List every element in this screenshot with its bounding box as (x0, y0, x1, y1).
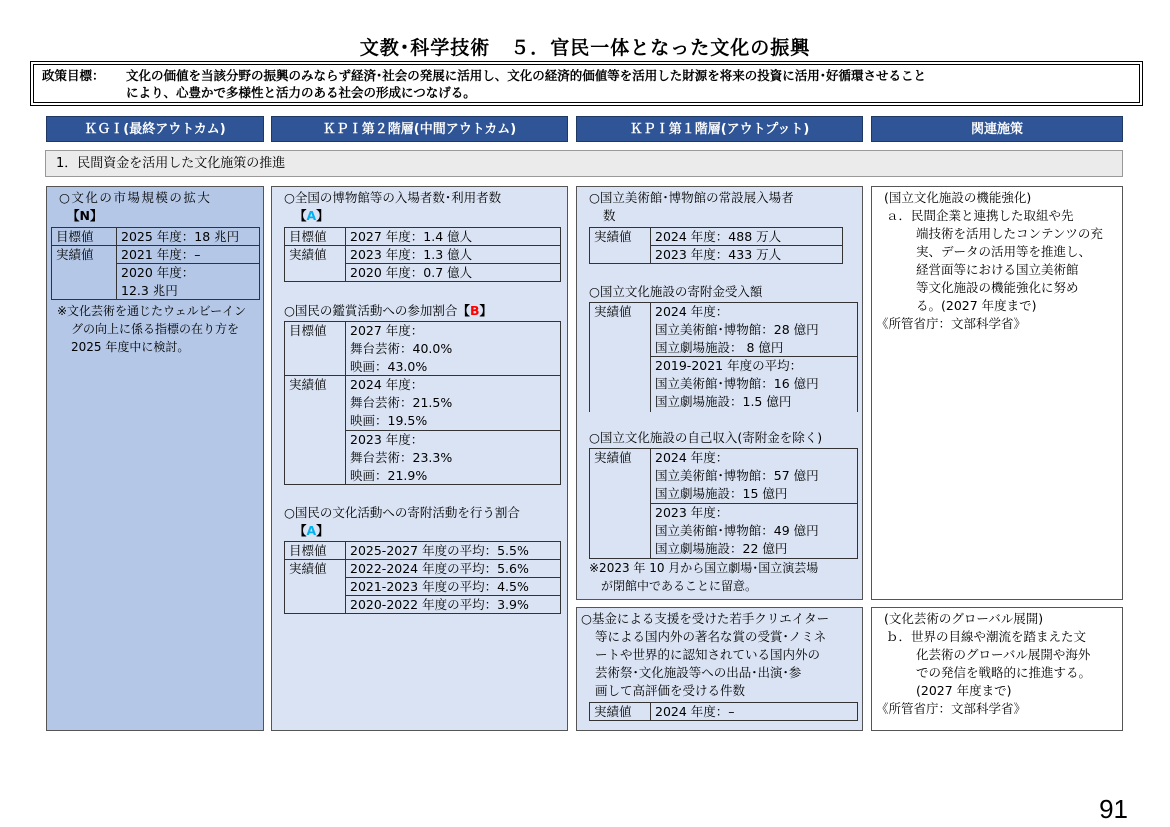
kpi1-b-actual-label: 実績値 (589, 302, 651, 412)
goal-line-2: により、心豊かで多様性と活力のある社会の形成につなげる。 (126, 85, 476, 100)
kpi2-a-actual-label: 実績値 (284, 245, 346, 282)
kpi2-b-actual-2024 (345, 375, 561, 431)
kpi1-d-line-3: ートや世界的に認知されている国内外の (595, 647, 821, 662)
kpi2-a-actual-1: 2023 年度：1.3 億人 (345, 245, 561, 264)
kpi1-b-avg (650, 356, 858, 412)
kgi-title: ○文化の市場規模の拡大 (59, 190, 212, 205)
kpi1-b-2024-museum: 国立美術館･博物館：28 億円 (655, 322, 819, 337)
kpi2-a-tag: 【A】 (294, 208, 329, 223)
kpi1-c-2023-museum: 国立美術館･博物館：49 億円 (655, 523, 819, 538)
kpi2-c-tag: 【A】 (294, 523, 329, 538)
policy-a-line-6: る。(2027 年度まで) (916, 298, 1037, 313)
kpi2-c-title: ○国民の文化活動への寄附活動を行う割合 (284, 505, 520, 520)
kgi-column (46, 186, 264, 731)
kpi2-c-actual-3: 2020-2022 年度の平均：3.9% (345, 595, 561, 614)
kpi2-c-target: 2025-2027 年度の平均：5.5% (345, 541, 561, 560)
goal-line-1: 文化の価値を当該分野の振興のみならず経済･社会の発展に活用し、文化の経済的価値等を活用した財源を将来の投資に活用･好循環させること (126, 68, 927, 83)
kpi2-a-title: ○全国の博物館等の入場者数･利用者数 (284, 190, 502, 205)
kpi2-b-target-label: 目標値 (284, 321, 346, 376)
policy-b-heading: (文化芸術のグローバル展開) (884, 611, 1044, 626)
policy-a-line-3: 実、データの活用等を推進し、 (916, 244, 1092, 259)
kpi2-c-actual-1: 2022-2024 年度の平均：5.6% (345, 559, 561, 578)
kpi2-a-target: 2027 年度：1.4 億人 (345, 227, 561, 246)
kgi-tag: 【N】 (67, 208, 103, 223)
policy-a-line-4: 経営面等における国立美術館 (916, 262, 1079, 277)
kpi2-c-target-label: 目標値 (284, 541, 346, 560)
page-number: 91 (1099, 794, 1128, 824)
header-kpi1: ＫＰＩ第１階層(アウトプット) (576, 116, 863, 142)
kpi1-b-avg-museum: 国立美術館･博物館：16 億円 (655, 376, 819, 391)
kpi1-c-2024-museum: 国立美術館･博物館：57 億円 (655, 468, 819, 483)
kpi1-b-avg-theatre: 国立劇場施設：1.5 億円 (655, 394, 792, 409)
kgi-actual-1: 2021 年度：– (116, 245, 260, 264)
kpi1-c-actual-label: 実績値 (589, 448, 651, 559)
kpi1-d-actual: 2024 年度：– (650, 702, 858, 721)
goal-text (126, 67, 1133, 101)
kpi2-a-target-label: 目標値 (284, 227, 346, 246)
header-policy: 関連施策 (871, 116, 1123, 142)
policy-a-heading: (国立文化施設の機能強化) (884, 190, 1032, 205)
kpi1-b-avg-period: 2019-2021 年度の平均： (655, 358, 803, 373)
kpi1-d-line-4: 芸術祭･文化施設等への出品･出演･参 (595, 665, 802, 680)
kpi1-a-actual-2: 2023 年度：433 万人 (650, 245, 843, 264)
policy-box-b (871, 607, 1123, 731)
kpi2-c-actual-2: 2021-2023 年度の平均：4.5% (345, 577, 561, 596)
kpi1-b-2024 (650, 302, 858, 357)
policy-b-ministry: 《所管省庁：文部科学省》 (876, 701, 1027, 716)
kpi1-column-lower (576, 607, 863, 731)
kpi1-d-line-5: 画して高評価を受ける件数 (595, 683, 746, 698)
kpi1-note-1: ※2023 年 10 月から国立劇場･国立演芸場 (589, 561, 819, 575)
kgi-actual-2-value: 12.3 兆円 (121, 283, 178, 298)
kpi1-c-2023-theatre: 国立劇場施設：22 億円 (655, 541, 788, 556)
kpi1-c-2024 (650, 448, 858, 504)
kpi1-c-2024-year: 2024 年度： (655, 450, 729, 465)
kpi1-a-actual-label: 実績値 (589, 227, 651, 264)
header-kpi2: ＫＰＩ第２階層(中間アウトカム) (271, 116, 568, 142)
kgi-target-label: 目標値 (51, 227, 117, 246)
kgi-target-value: 2025 年度：18 兆円 (116, 227, 260, 246)
kpi2-b-target-film: 映画：43.0% (350, 359, 428, 374)
kpi1-b-2024-year: 2024 年度： (655, 304, 729, 319)
kgi-actual-2 (116, 263, 260, 300)
kpi1-d-line-2: 等による国内外の著名な賞の受賞･ノミネ (595, 629, 827, 644)
kpi2-b-actual-2024-year: 2024 年度： (350, 377, 424, 392)
kpi2-b-actual-2023-film: 映画：21.9% (350, 468, 428, 483)
kpi2-b-title: ○国民の鑑賞活動への参加割合【B】 (284, 303, 492, 318)
kpi2-b-target-year: 2027 年度： (350, 323, 424, 338)
kpi1-b-title: ○国立文化施設の寄附金受入額 (589, 284, 763, 299)
policy-a-line-1: ａ．民間企業と連携した取組や先 (886, 208, 1074, 223)
kpi1-column-upper (576, 186, 863, 600)
kpi1-c-2023-year: 2023 年度： (655, 505, 729, 520)
kpi2-b-actual-2024-film: 映画：19.5% (350, 413, 428, 428)
policy-goal-box (30, 61, 1143, 106)
kpi1-a-title-2: 数 (603, 208, 616, 223)
policy-box-a (871, 186, 1123, 600)
kgi-note-1: ※文化芸術を通じたウェルビーイン (57, 304, 247, 318)
kpi2-b-actual-2023-year: 2023 年度： (350, 432, 424, 447)
goal-label: 政策目標： (42, 68, 105, 83)
kpi2-b-actual-2024-stage: 舞台芸術：21.5% (350, 395, 453, 410)
kpi2-b-actual-label: 実績値 (284, 375, 346, 485)
policy-a-line-2: 端技術を活用したコンテンツの充 (916, 226, 1103, 241)
kpi2-b-target (345, 321, 561, 376)
policy-b-line-3: での発信を戦略的に推進する。 (916, 665, 1092, 680)
policy-b-line-1: ｂ．世界の目線や潮流を踏まえた文 (886, 629, 1087, 644)
kpi2-b-target-stage: 舞台芸術：40.0% (350, 341, 453, 356)
kpi1-a-title-1: ○国立美術館･博物館の常設展入場者 (589, 190, 794, 205)
policy-a-line-5: 等文化施設の機能強化に努め (916, 280, 1079, 295)
kpi1-c-title: ○国立文化施設の自己収入(寄附金を除く) (589, 430, 823, 445)
kpi1-d-line-1: ○基金による支援を受けた若手クリエイター (581, 611, 830, 626)
kpi2-b-actual-2023 (345, 430, 561, 485)
kgi-actual-2-year: 2020 年度： (121, 265, 195, 280)
kpi1-c-2024-theatre: 国立劇場施設：15 億円 (655, 486, 788, 501)
kpi2-c-actual-label: 実績値 (284, 559, 346, 614)
policy-a-ministry: 《所管省庁：文部科学省》 (876, 316, 1027, 331)
kgi-note-2: グの向上に係る指標の在り方を (71, 322, 240, 336)
kpi1-b-2024-theatre: 国立劇場施設： 8 億円 (655, 340, 784, 355)
kpi2-a-actual-2: 2020 年度：0.7 億人 (345, 263, 561, 282)
policy-b-line-4: (2027 年度まで) (916, 683, 1012, 698)
kpi1-note-2: が閉館中であることに留意。 (601, 579, 758, 593)
policy-b-line-2: 化芸術のグローバル展開や海外 (916, 647, 1091, 662)
kgi-actual-label: 実績値 (51, 245, 117, 300)
kgi-note-3: 2025 年度中に検討。 (71, 340, 190, 354)
section-heading: 1．民間資金を活用した文化施策の推進 (45, 150, 1123, 177)
kpi1-a-actual-1: 2024 年度：488 万人 (650, 227, 843, 246)
kpi2-b-actual-2023-stage: 舞台芸術：23.3% (350, 450, 453, 465)
kpi1-c-2023 (650, 503, 858, 559)
kpi1-d-actual-label: 実績値 (589, 702, 651, 721)
header-kgi: ＫＧＩ(最終アウトカム) (46, 116, 264, 142)
page-title: 文教･科学技術 ５．官民一体となった文化の振興 (359, 37, 811, 59)
kpi2-column (271, 186, 568, 731)
